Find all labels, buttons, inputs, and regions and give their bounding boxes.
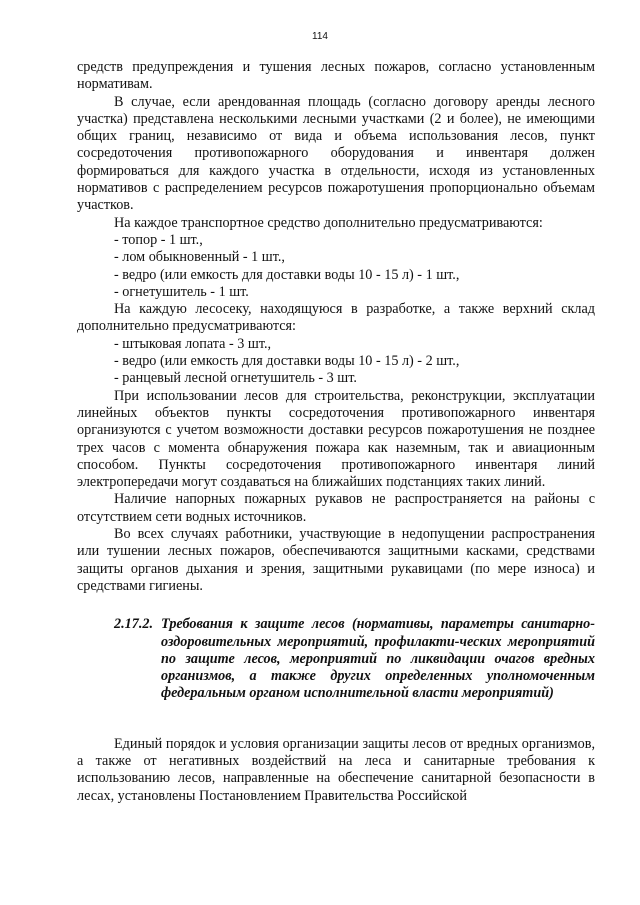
section-heading	[77, 616, 595, 702]
list-item: - штыковая лопата - 3 шт.,	[114, 335, 272, 352]
paragraph-6: Наличие напорных пожарных рукавов не распространяется на районы с отсутствием сети водных источников.	[77, 491, 595, 525]
paragraph-2: В случае, если арендованная площадь (согласно договору аренды лесного участка) представлена несколькими лесными участками (2 и более), не имеющими общих границ, независимо от вида и объема использования лесов, пункт сосредоточения противопожарного оборудования и инвентаря должен формироваться для каждого участка в отдельности, исходя из установленных нормативов с распределением ресурсов пожаротушения пропорционально объемам участков.	[77, 93, 595, 214]
section-number: 2.17.2.	[114, 616, 154, 633]
list-item: - топор - 1 шт.,	[114, 231, 203, 248]
list-item: - ведро (или емкость для доставки воды 10 - 15 л) - 1 шт.,	[114, 266, 460, 283]
paragraph-1: средств предупреждения и тушения лесных пожаров, согласно установленным нормативам.	[77, 59, 595, 93]
document-body	[77, 59, 595, 805]
page-number: 114	[312, 31, 328, 42]
list-item: - ранцевый лесной огнетушитель - 3 шт.	[114, 370, 357, 387]
paragraph-3: На каждое транспортное средство дополнительно предусматриваются:	[114, 214, 543, 231]
paragraph-8: Единый порядок и условия организации защиты лесов от вредных организмов, а также от негативных воздействий на леса и санитарные требования к использованию лесов, направленные на обеспечение санитарной безопасности в лесах, установлены Постановлением Правительства Российской	[77, 735, 595, 804]
paragraph-4: На каждую лесосеку, находящуюся в разработке, а также верхний склад дополнительно предусматриваются:	[77, 301, 595, 335]
paragraph-5: При использовании лесов для строительства, реконструкции, эксплуатации линейных объектов пункты сосредоточения противопожарного инвентаря организуются с учетом возможности доставки ресурсов пожаротушения не позднее трех часов с момента обнаружения пожара как наземным, так и авиационным способом. Пункты сосредоточения противопожарного инвентаря линий электропередачи могут создаваться на ближайших подстанциях таких линий.	[77, 387, 595, 491]
list-item: - огнетушитель - 1 шт.	[114, 283, 249, 300]
list-item: - ведро (или емкость для доставки воды 10 - 15 л) - 2 шт.,	[114, 353, 460, 370]
list-item: - лом обыкновенный - 1 шт.,	[114, 249, 285, 266]
section-title: Требования к защите лесов (нормативы, параметры санитарно-оздоровительных мероприятий, профилакти-ческих мероприятий по защите лесов, мероприятий по ликвидации очагов вредных организмов, а также других определенных уполномоченным федеральным органом исполнительной власти мероприятий)	[161, 616, 595, 702]
paragraph-7: Во всех случаях работники, участвующие в недопущении распространения или тушении лесных пожаров, обеспечиваются защитными касками, средствами защиты органов дыхания и зрения, защитными рукавицами (по мере износа) и средствами гигиены.	[77, 526, 595, 594]
